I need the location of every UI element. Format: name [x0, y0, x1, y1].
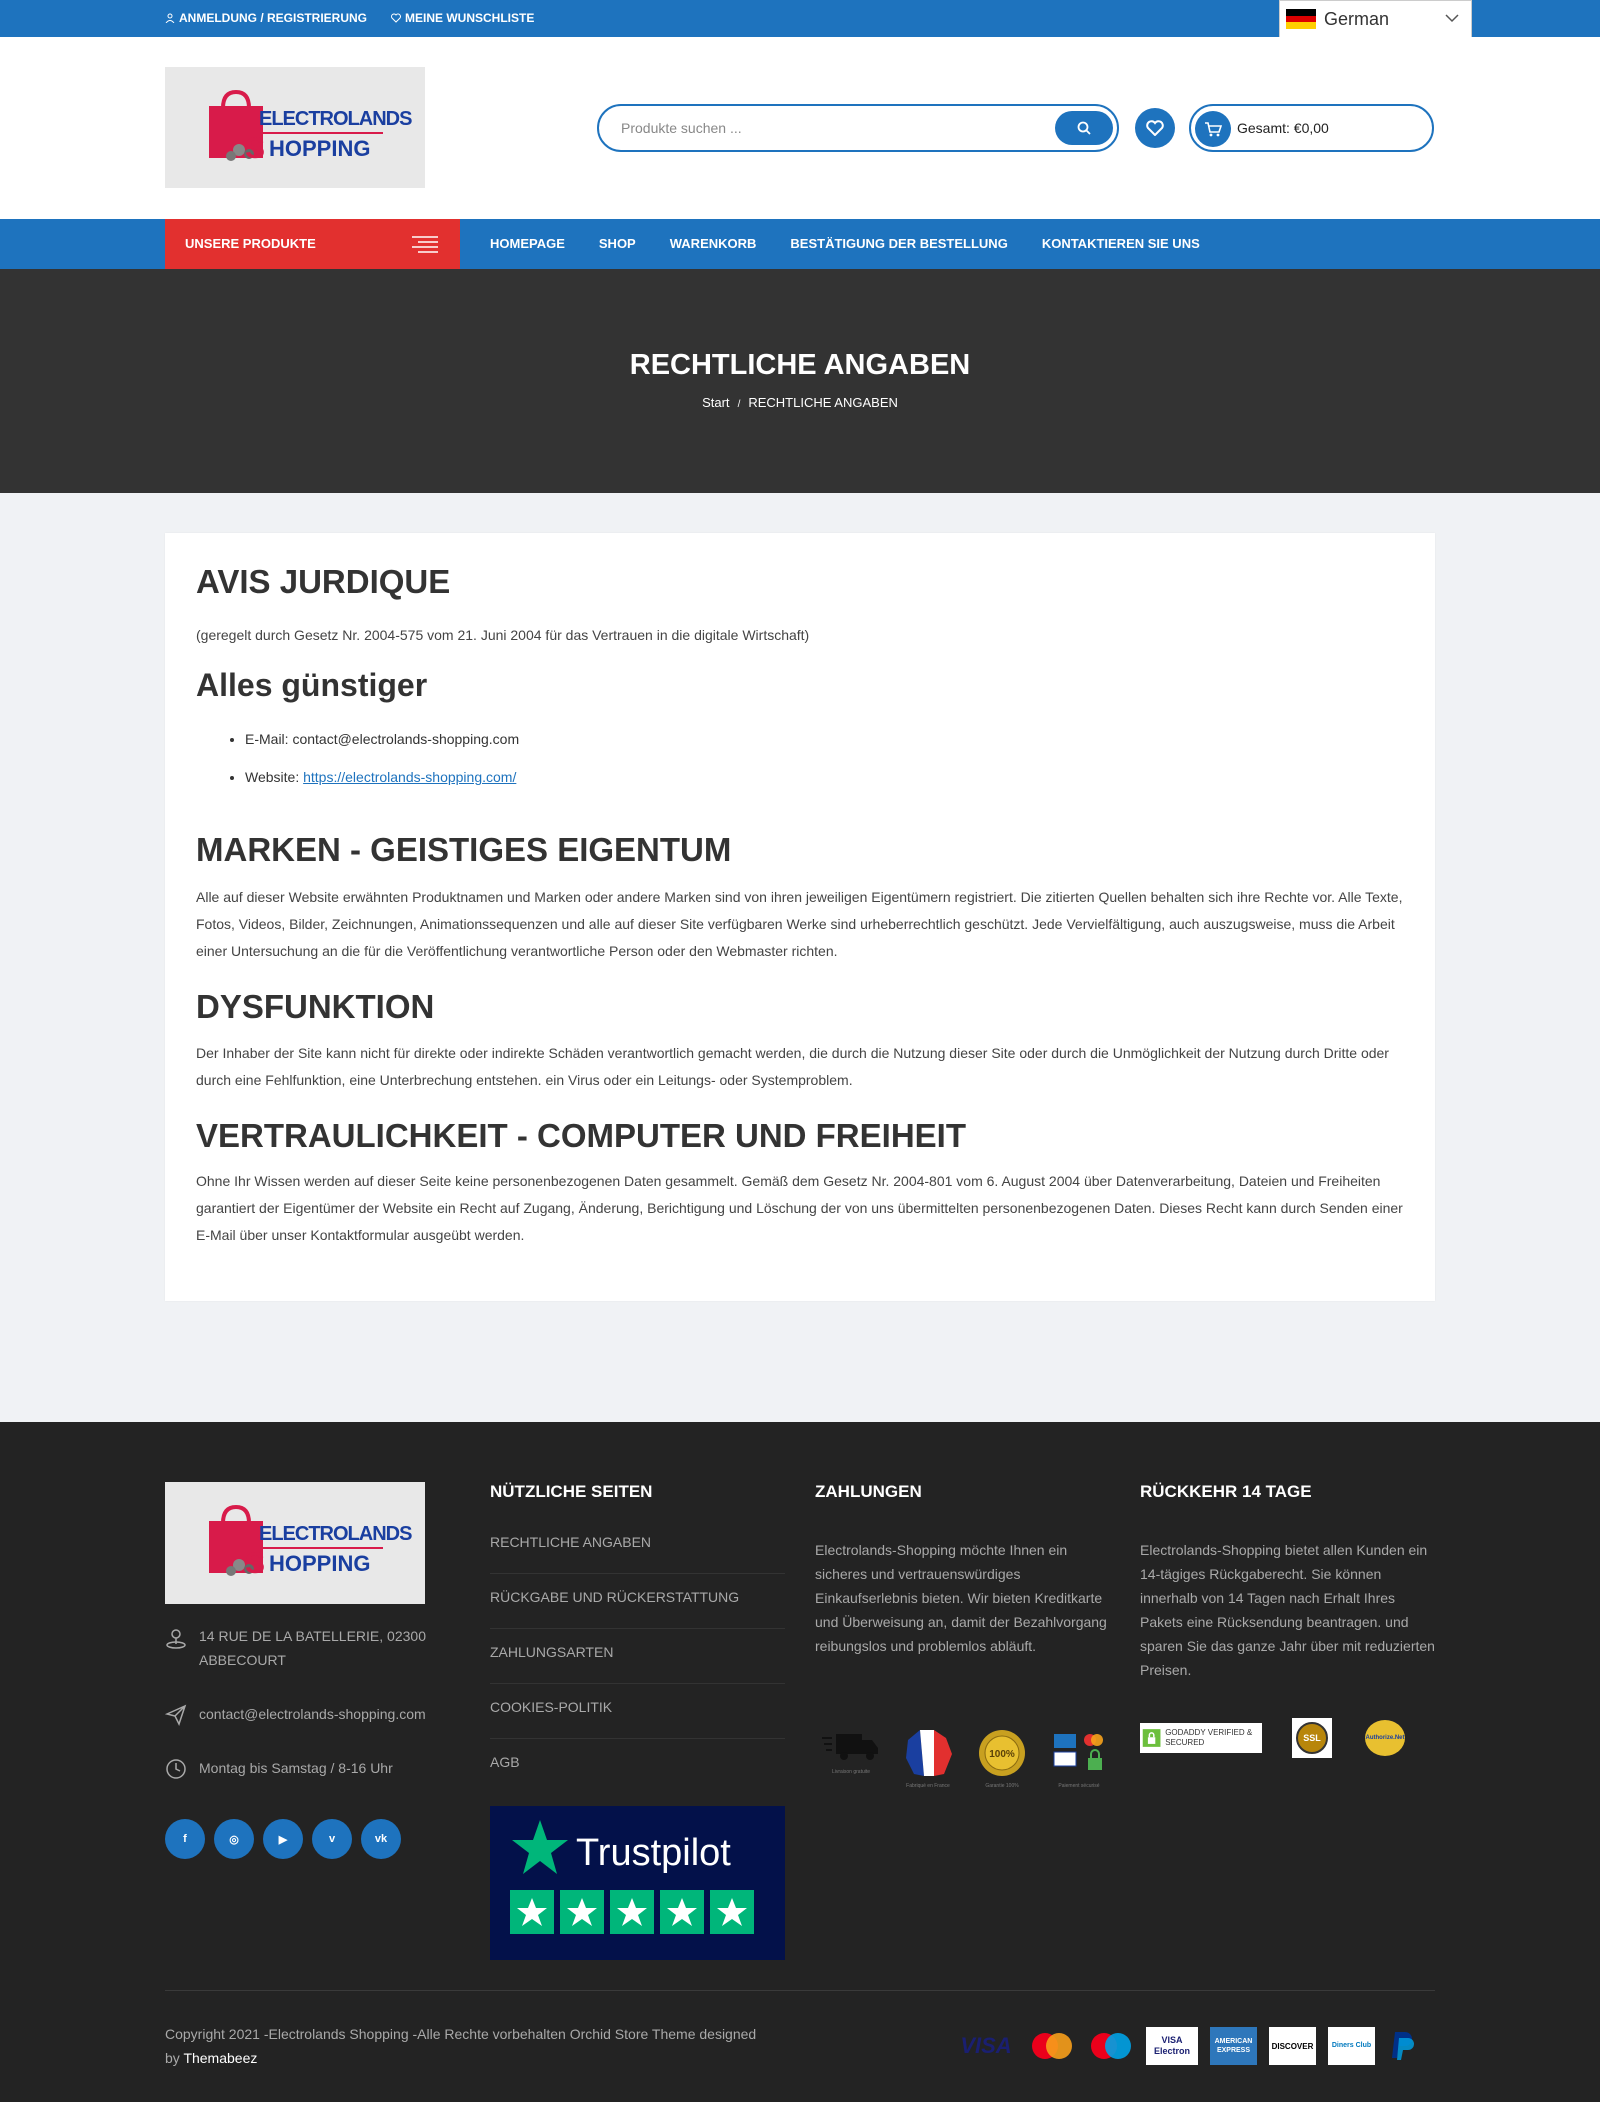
nav-item-homepage[interactable]: HOMEPAGE [490, 236, 565, 251]
section-heading-privacy: VERTRAULICHKEIT - COMPUTER UND FREIHEIT [196, 1117, 966, 1154]
made-in-france-badge [900, 1728, 956, 1789]
ssl-badge [1292, 1718, 1332, 1758]
free-shipping-caption: Livraison gratuite [831, 1769, 871, 1775]
amex-icon [1210, 2027, 1257, 2065]
intro-text: (geregelt durch Gesetz Nr. 2004-575 vom 21. Juni 2004 für das Vertrauen in die digitale Wirtschaft) [196, 627, 810, 643]
privacy-text: Ohne Ihr Wissen werden auf dieser Seite keine personenbezogenen Daten gesammelt. Gemäß dem Gesetz Nr. 2004-801 vom 6. August 2004 über Datenverarbeitung, Dateien und Freiheiten garantiert der Eigentümer der Website ein Recht auf Zugang, Änderung, Berichtigung und Löschung der von uns übermittelten personenbezogenen Daten. Dieses Recht kann durch Senden einer E-Mail über unser Kontaktformular ausgeübt werden. [196, 1173, 1403, 1243]
logo-line1: ELECTROLANDS [259, 107, 412, 130]
section-heading-trademarks: MARKEN - GEISTIGES EIGENTUM [196, 831, 732, 868]
website-prefix: Website: [245, 769, 304, 785]
footer-logo-line1: ELECTROLANDS [259, 1523, 412, 1545]
dysfunction-text: Der Inhaber der Site kann nicht für direkte oder indirekte Schäden verantwortlich gemacht werden, die durch die Nutzung dieser Site oder durch die Unmöglichkeit der Nutzung durch Dritte oder durch eine Fehlfunktion, eine Unterbrechung entstehen. ein Virus oder ein Leitungs- oder Systemproblem. [196, 1045, 1389, 1088]
chevron-down-icon [1445, 13, 1459, 23]
secure-payment-badge [1048, 1728, 1110, 1789]
contact-list [245, 731, 519, 807]
payment-trust-badges [820, 1728, 1110, 1789]
heart-icon [1146, 120, 1164, 136]
footer-divider [165, 1990, 1435, 1991]
nav-item-cart[interactable]: WARENKORB [669, 236, 757, 251]
location-icon [165, 1626, 187, 1650]
star-icon [610, 1890, 654, 1934]
security-badges [1140, 1718, 1408, 1758]
guarantee-badge [974, 1728, 1030, 1789]
facebook-icon[interactable]: f [165, 1819, 205, 1859]
breadcrumb-separator: / [737, 399, 741, 410]
footer-logo[interactable] [165, 1482, 425, 1604]
logo-s: S [245, 131, 266, 165]
designer-link[interactable]: Themabeez [183, 2050, 258, 2066]
footer-link-legal[interactable]: RECHTLICHE ANGABEN [490, 1519, 785, 1574]
language-select[interactable] [1279, 0, 1472, 38]
login-link[interactable] [165, 11, 367, 25]
maestro-icon [1087, 2027, 1134, 2065]
website-item [245, 769, 519, 807]
address-text: 14 RUE DE LA BATELLERIE, 02300 ABBECOURT [199, 1628, 426, 1668]
page-banner [0, 269, 1600, 493]
breadcrumb-current: RECHTLICHE ANGABEN [748, 395, 898, 410]
trustpilot-star-icon [510, 1818, 570, 1876]
vimeo-icon[interactable]: v [312, 1819, 352, 1859]
email-text: contact@electrolands-shopping.com [199, 1706, 426, 1722]
page-title: RECHTLICHE ANGABEN [629, 349, 971, 381]
footer-logo-rule [259, 1547, 383, 1549]
useful-pages-title: NÜTZLICHE SEITEN [490, 1482, 653, 1501]
footer-link-cookies[interactable]: COOKIES-POLITIK [490, 1684, 785, 1739]
lock-icon [1142, 1725, 1161, 1751]
visa-icon [956, 2027, 1016, 2065]
hours-text: Montag bis Samstag / 8-16 Uhr [199, 1760, 393, 1776]
social-links [165, 1819, 401, 1859]
wishlist-label: MEINE WUNSCHLISTE [405, 11, 535, 25]
returns-text: Electrolands-Shopping bietet allen Kunden ein 14-tägiges Rückgaberecht. Sie können innerhalb von 14 Tagen nach Erhalt Ihres Pakets eine Rücksendung beantragen. und sparen Sie das ganze Jahr über mit reduzierten Preisen. [1140, 1542, 1435, 1678]
paper-plane-icon [165, 1704, 187, 1726]
guarantee-caption: Garantie 100% [985, 1783, 1019, 1789]
youtube-icon[interactable]: ▶ [263, 1819, 303, 1859]
payments-text: Electrolands-Shopping möchte Ihnen ein sicheres und vertrauenswürdiges Einkaufserlebnis bieten. Wir bieten Kreditkarte und Überweisung an, damit der Bezahlvorgang reibungslos und problemlos abläuft. [815, 1542, 1107, 1654]
copyright [165, 2022, 765, 2070]
diners-label: Diners Club [1331, 2042, 1372, 2049]
free-shipping-badge [820, 1728, 882, 1775]
star-icon [660, 1890, 704, 1934]
search-input[interactable]: Produkte suchen ... [621, 120, 742, 136]
footer-logo-s: S [245, 1547, 266, 1580]
footer-link-returns[interactable]: RÜCKGABE UND RÜCKERSTATTUNG [490, 1574, 785, 1629]
section-heading-legal: AVIS JURDIQUE [196, 563, 451, 600]
payment-methods [956, 2027, 1417, 2065]
trademarks-text: Alle auf dieser Website erwähnten Produktnamen und Marken oder andere Marken sind von ihren jeweiligen Eigentümern registriert. Die zitierten Quellen behalten sich ihre Rechte vor. Alle Texte, Fotos, Videos, Bilder, Zeichnungen, Animationssequenzen und alle auf dieser Site verfügbaren Werke sind urheberrechtlich geschützt. Jede Vervielfältigung, auch auszugsweise, muss die Arbeit einer Untersuchung an die für die Veröffentlichung verantwortliche Person oder den Webmaster richten. [196, 889, 1403, 959]
france-map-icon [900, 1728, 956, 1778]
heart-icon [391, 13, 401, 23]
footer-email[interactable] [165, 1702, 426, 1726]
payments-title: ZAHLUNGEN [815, 1482, 922, 1501]
login-label: ANMELDUNG / REGISTRIERUNG [179, 11, 368, 25]
authorize-net-badge [1362, 1718, 1408, 1758]
trustpilot-stars [510, 1890, 754, 1934]
gold-seal-icon [974, 1728, 1030, 1778]
search-button[interactable] [1055, 111, 1113, 145]
discover-icon [1269, 2027, 1316, 2065]
cart-icon-wrap [1195, 111, 1231, 147]
godaddy-badge [1140, 1723, 1262, 1753]
visa-electron-label: VISA Electron [1153, 2035, 1190, 2056]
categories-label: UNSERE PRODUKTE [185, 236, 316, 251]
search-icon [1077, 121, 1091, 135]
made-in-france-caption: Fabriqué en France [906, 1783, 950, 1789]
nav-item-contact[interactable]: KONTAKTIEREN SIE UNS [1041, 236, 1200, 251]
breadcrumb-home[interactable]: Start [702, 395, 730, 410]
footer-address [165, 1624, 455, 1672]
returns-title: RÜCKKEHR 14 TAGE [1140, 1482, 1312, 1501]
product-categories-toggle[interactable] [165, 219, 460, 269]
truck-icon [820, 1728, 882, 1764]
nav-item-checkout[interactable]: BESTÄTIGUNG DER BESTELLUNG [790, 236, 1008, 251]
cart-total: Gesamt: €0,00 [1237, 120, 1329, 136]
star-icon [560, 1890, 604, 1934]
godaddy-label: GODADDY VERIFIED & SECURED [1165, 1728, 1253, 1747]
trustpilot-badge[interactable] [490, 1806, 785, 1960]
logo-rule [259, 132, 383, 134]
trustpilot-wordmark: Trustpilot [576, 1832, 731, 1874]
paypal-icon [1387, 2027, 1417, 2065]
secure-payment-caption: Paiement sécurisé [1058, 1783, 1100, 1789]
logo-line2: HOPPING [269, 135, 371, 161]
cart-button[interactable] [1189, 104, 1434, 152]
content-card [165, 533, 1435, 1301]
footer-logo-line2: HOPPING [269, 1551, 371, 1576]
visa-electron-icon [1146, 2027, 1198, 2065]
copyright-text: Copyright 2021 -Electrolands Shopping -Alle Rechte vorbehalten Orchid Store Theme designed by [165, 2026, 757, 2066]
ssl-label: SSL [1303, 1733, 1321, 1743]
star-icon [510, 1890, 554, 1934]
website-link[interactable]: https://electrolands-shopping.com/ [303, 769, 517, 785]
footer-hours [165, 1756, 393, 1780]
section-heading-company: Alles günstiger [196, 667, 428, 703]
star-icon [710, 1890, 754, 1934]
amex-label: AMERICAN EXPRESS [1214, 2038, 1253, 2054]
site-logo[interactable] [165, 67, 425, 188]
main-nav [0, 219, 1600, 269]
top-bar [0, 0, 1600, 37]
instagram-icon[interactable]: ◎ [214, 1819, 254, 1859]
authorize-net-label: Authorize.Net [1365, 1735, 1405, 1741]
footer-link-payments[interactable]: ZAHLUNGSARTEN [490, 1629, 785, 1684]
cards-lock-icon [1048, 1728, 1110, 1778]
useful-pages-list [490, 1519, 785, 1794]
user-icon [165, 13, 175, 23]
discover-label: DISCOVER [1271, 2041, 1314, 2051]
menu-icon [410, 234, 440, 254]
language-label: German [1324, 8, 1390, 29]
vk-icon[interactable]: vk [361, 1819, 401, 1859]
breadcrumb [0, 395, 1600, 410]
section-heading-dysfunction: DYSFUNKTION [196, 988, 435, 1025]
german-flag-icon [1286, 9, 1316, 29]
clock-icon [165, 1758, 187, 1780]
footer-link-terms[interactable]: AGB [490, 1754, 520, 1770]
diners-club-icon [1328, 2027, 1375, 2065]
search-bar [597, 104, 1119, 152]
cart-icon [1204, 121, 1222, 137]
nav-item-shop[interactable]: SHOP [598, 236, 636, 251]
mastercard-icon [1028, 2027, 1075, 2065]
email-item: • E-Mail: contact@electrolands-shopping.com [245, 731, 519, 769]
wishlist-link[interactable] [391, 11, 534, 25]
svg-text:100%: 100% [989, 1749, 1015, 1760]
wishlist-button[interactable] [1135, 108, 1175, 148]
visa-label: VISA [960, 2033, 1012, 2058]
